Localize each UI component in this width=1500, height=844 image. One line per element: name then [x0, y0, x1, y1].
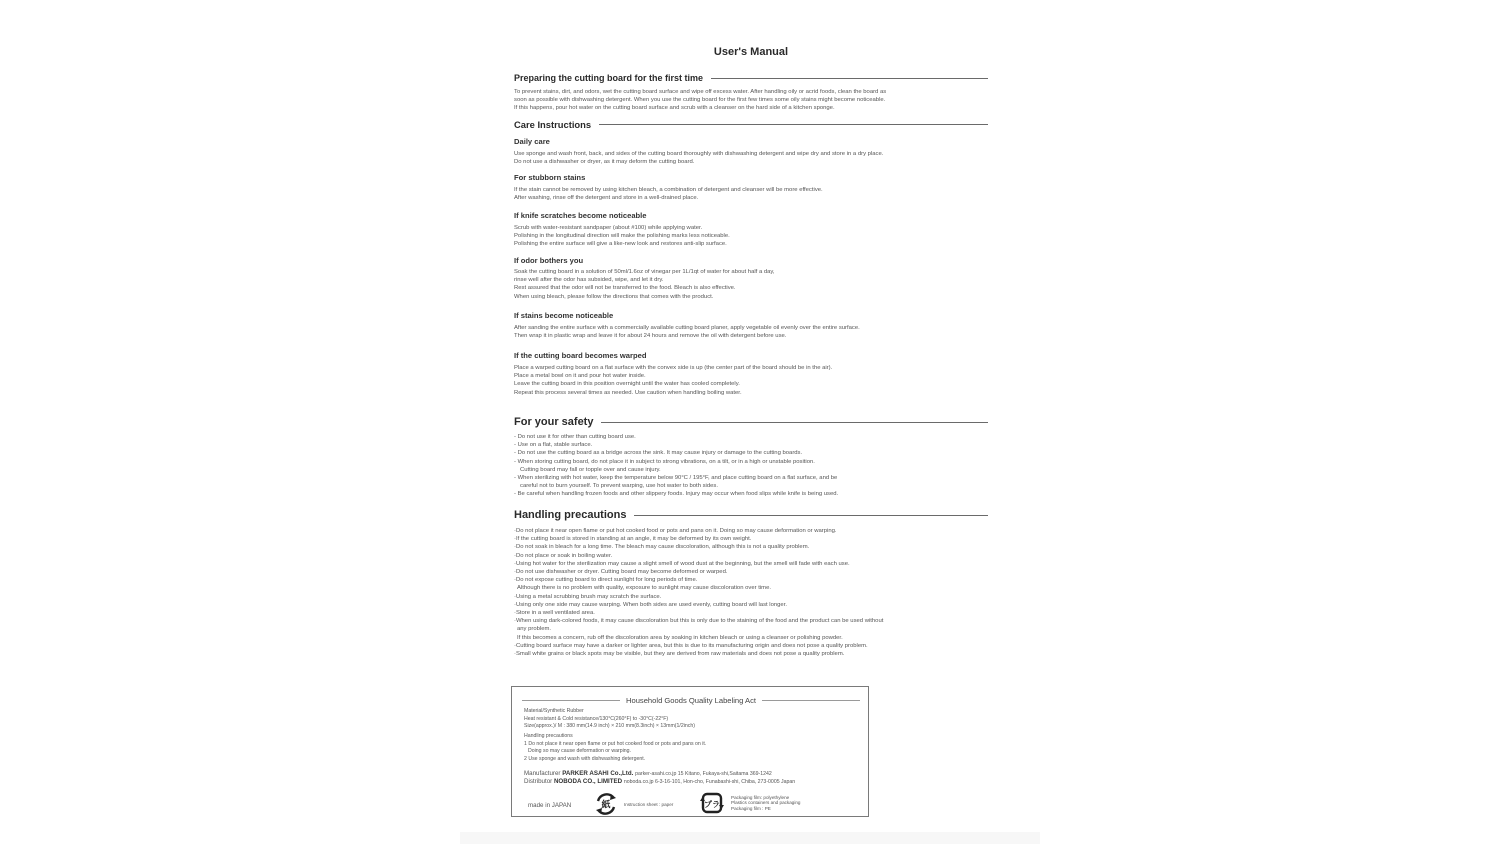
list-item: ·Do not place or soak in boiling water. [514, 552, 613, 559]
text-line: Then wrap it in plastic wrap and leave it for about 24 hours and remove the oil with detergent before use. [514, 333, 787, 340]
text-line: Rest assured that the odor will not be transferred to the food. Bleach is also effective. [514, 285, 736, 292]
svg-text:紙: 紙 [601, 800, 611, 811]
manufacturer-details: parker-asahi.co.jp 15 Kitano, Fukaya-shi,Saitama 369-1242 [635, 771, 772, 777]
distributor-line [524, 778, 795, 786]
label-specs [524, 708, 695, 731]
subheading-odor: If odor bothers you [514, 256, 584, 265]
maker-info [524, 770, 795, 787]
precaution-heading: Handling precautions [524, 733, 573, 739]
text-line: rinse well after the odor has subsided, wipe, and let it dry. [514, 277, 664, 284]
label-title-row [522, 696, 860, 705]
list-item: - Do not use the cutting board as a bridge across the sink. It may cause injury or damage to the cutting boards. [514, 450, 803, 457]
list-item: ·Store in a well ventilated area. [514, 610, 595, 617]
list-item: - Use on a flat, stable surface. [514, 442, 593, 449]
heading-rule [599, 124, 988, 125]
list-item: ·Using a metal scrubbing brush may scratch the surface. [514, 593, 662, 600]
section-title: For your safety [514, 416, 594, 428]
subheading-daily-care: Daily care [514, 137, 550, 146]
plastic-mark-captions [731, 795, 800, 812]
text-line: soon as possible with dishwashing detergent. When you use the cutting board for the first few times some oily stains might become noticeable. [514, 97, 886, 104]
text-line: Polishing in the longitudinal direction will make the polishing marks less noticeable. [514, 233, 730, 240]
list-item: careful not to burn yourself. To prevent warping, use hot water to both sides. [520, 483, 718, 490]
text-line: If the stain cannot be removed by using kitchen bleach, a combination of detergent and cleanser will be more effective. [514, 187, 823, 193]
text-line: Repeat this process several times as needed. Use caution when handling boiling water. [514, 389, 742, 396]
list-item: ·When using dark-colored foods, it may cause discoloration but this is only due to the staining of the food and the product can be used without [514, 618, 884, 625]
section-heading-care [514, 119, 988, 130]
heading-rule [634, 515, 988, 516]
list-item: - Be careful when handling frozen foods and other slippery foods. Injury may occur when food slips while knife is being used. [514, 491, 839, 498]
section-heading-handling [514, 509, 988, 521]
text-line: Soak the cutting board in a solution of 50ml/1.6oz of vinegar per 1L/1qt of water for about half a day, [514, 269, 775, 275]
spec-size: Size(approx.)/ M : 380 mm(14.9 inch) × 210 mm(8.3inch) × 13mm(1/2inch) [524, 723, 695, 730]
text-line: If this happens, pour hot water on the cutting board surface and scrub with a cleanser on the hard side of a kitchen sponge. [514, 105, 835, 112]
list-item: ·Using hot water for the sterilization may cause a slight smell of wood dust at the beginning, but the smell will fade with each use. [514, 560, 850, 567]
quality-label-box [511, 686, 869, 817]
plastic-caption: Plastics containers and packaging [731, 800, 801, 806]
text-line: Polishing the entire surface will give a like-new look and restores anti-slip surface. [514, 241, 727, 248]
precaution-line: 2 Use sponge and wash with dishwashing detergent. [524, 755, 646, 762]
distributor-name: NOBODA CO., LIMITED [553, 778, 623, 786]
warped-text [514, 364, 990, 397]
paper-mark-caption: Instruction sheet : paper [624, 801, 674, 807]
distributor-label: Distributor [524, 778, 553, 786]
section-heading-first-time [514, 73, 988, 83]
label-rule-right [762, 700, 860, 701]
section-heading-safety [514, 416, 988, 428]
stubborn-stains-text [514, 186, 990, 202]
section-title: Handling precautions [514, 509, 627, 521]
text-line: When using bleach, please follow the directions that comes with the product. [514, 293, 714, 300]
list-item: ·Using only one side may cause warping. When both sides are used evenly, cutting board will last longer. [514, 601, 787, 608]
manufacturer-line [524, 770, 795, 778]
list-item: ·Small white grains or black spots may be visible, but they are derived from raw materials and does not pose a quality problem. [514, 651, 845, 658]
list-item: ·If the cutting board is stored in standing at an angle, it may be deformed by its own weight. [514, 536, 752, 543]
made-in-label: made in JAPAN [528, 802, 572, 809]
text-line: Leave the cutting board in this position overnight until the water has cooled completely. [514, 381, 740, 388]
list-item: ·Do not expose cutting board to direct sunlight for long periods of time. [514, 577, 698, 584]
section-title: Preparing the cutting board for the first time [514, 73, 704, 83]
list-item: - When sterilizing with hot water, keep the temperature below 90°C / 195°F, and place cutting board on a flat surface, and be [514, 475, 838, 482]
plastic-caption: Packaging film: polyethylene [731, 794, 790, 800]
safety-list [514, 433, 990, 499]
text-line: Use sponge and wash front, back, and sides of the cutting board thoroughly with dishwashing detergent and wipe dry and store in a dry place. [514, 151, 884, 157]
list-item: - When storing cutting board, do not place it in subject to strong vibrations, on a tilt, or in a high or unstable position. [514, 458, 815, 465]
spec-material: Material/Synthetic Rubber [524, 708, 584, 714]
text-line: Place a metal bowl on it and pour hot water inside. [514, 373, 646, 380]
first-time-text [514, 88, 990, 113]
list-item: Cutting board may fall or topple over and cause injury. [520, 466, 661, 473]
text-line: To prevent stains, dirt, and odors, wet the cutting board surface and wipe off excess water. After handling oily or acrid foods, clean the board as [514, 89, 887, 95]
paper-recycle-mark [594, 792, 673, 816]
list-item: ·Do not place it near open flame or put hot cooked food or pots and pans on it. Doing so may cause deformation or warping. [514, 528, 837, 534]
subheading-knife-scratches: If knife scratches become noticeable [514, 211, 647, 220]
label-rule-left [522, 700, 620, 701]
text-line: Do not use a dishwasher or dryer, as it may deform the cutting board. [514, 159, 695, 166]
knife-scratches-text [514, 224, 990, 249]
stains-noticeable-text [514, 324, 990, 340]
list-item: If this becomes a concern, rub off the discoloration area by soaking in kitchen bleach or using a cleanser or polishing powder. [517, 634, 843, 641]
paper-recycle-icon [594, 792, 618, 816]
svg-text:プラ: プラ [704, 800, 720, 809]
subheading-stains-noticeable: If stains become noticeable [514, 311, 614, 320]
plastic-recycle-icon [699, 791, 725, 815]
list-item: - Do not use it for other than cutting board use. [514, 434, 636, 440]
precaution-line: Doing so may cause deformation or warping. [528, 748, 631, 755]
heading-rule [711, 78, 988, 79]
manufacturer-label: Manufacturer [524, 770, 561, 777]
section-title: Care Instructions [514, 119, 592, 130]
list-item: ·Cutting board surface may have a darker or lighter area, but this is due to its manufacturing origin and does not pose a quality problem. [514, 642, 868, 649]
subheading-warped: If the cutting board becomes warped [514, 351, 647, 360]
daily-care-text [514, 150, 990, 166]
list-item: Although there is no problem with quality, exposure to sunlight may cause discoloration over time. [517, 585, 771, 592]
spec-temperature: Heat resistant & Cold resistance/130°C(260°F) to -30°C(-22°F) [524, 715, 669, 722]
label-precautions [524, 733, 706, 763]
list-item: ·Do not soak in bleach for a long time. The bleach may cause discoloration, although this is not a quality problem. [514, 544, 810, 551]
plastic-recycle-mark [699, 791, 800, 815]
text-line: After washing, rinse off the detergent and store in a well-drained place. [514, 195, 699, 202]
list-item: ·Do not use dishwasher or dryer. Cutting board may become deformed or warped. [514, 569, 728, 576]
list-item: any problem. [517, 626, 552, 633]
text-line: Place a warped cutting board on a flat surface with the convex side is up (the center part of the board should be in the air). [514, 365, 833, 371]
manufacturer-name: PARKER ASAHI Co.,Ltd. [562, 770, 634, 777]
precaution-line: 1 Do not place it near open flame or put hot cooked food or pots and pans on it. [524, 740, 707, 747]
label-title: Household Goods Quality Labeling Act [625, 696, 757, 705]
plastic-caption: Packaging film : PE [731, 805, 771, 811]
distributor-details: noboda.co.jp 6-3-16-101, Hon-cho, Funabashi-shi, Chiba, 273-0005 Japan [623, 779, 796, 786]
heading-rule [601, 422, 988, 423]
handling-list [514, 527, 990, 658]
text-line: Scrub with water-resistant sandpaper (about #100) while applying water. [514, 225, 703, 231]
text-line: After sanding the entire surface with a commercially available cutting board planer, apply vegetable oil evenly over the entire surface. [514, 325, 860, 331]
odor-text [514, 268, 990, 301]
subheading-stubborn-stains: For stubborn stains [514, 173, 586, 182]
document-title: User's Manual [713, 46, 789, 58]
page-bottom-shadow [460, 832, 1040, 844]
